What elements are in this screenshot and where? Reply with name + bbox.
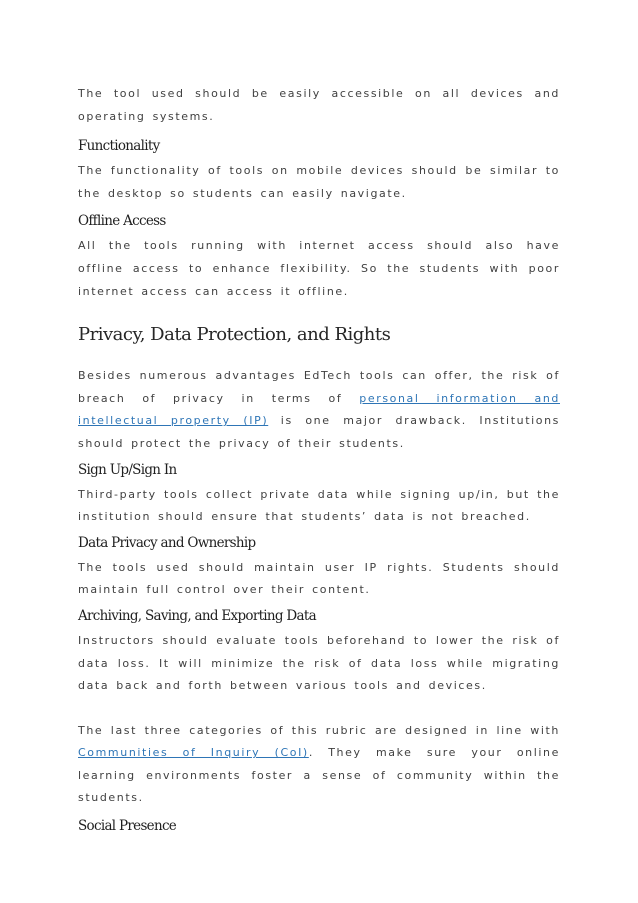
functionality-paragraph: The functionality of tools on mobile devices should be similar to the desktop so students can easily navigate. bbox=[78, 164, 560, 200]
rubric-categories-paragraph bbox=[78, 720, 560, 810]
offline-access-paragraph: All the tools running with internet access should also have offline access to enhance flexibility. So the students with poor internet access can access it offline. bbox=[78, 239, 560, 298]
offline-access-heading: Offline Access bbox=[78, 213, 166, 230]
personal-information-ip-link[interactable]: personal information and intellectual property (IP) bbox=[78, 391, 560, 428]
functionality-heading: Functionality bbox=[78, 138, 160, 155]
privacy-section-heading: Privacy, Data Protection, and Rights bbox=[78, 324, 391, 346]
archiving-heading: Archiving, Saving, and Exporting Data bbox=[78, 607, 316, 624]
document-page bbox=[78, 83, 560, 836]
data-privacy-paragraph: The tools used should maintain user IP rights. Students should maintain full control over their content. bbox=[78, 560, 560, 597]
rubric-text-after: . They make sure your online learning environments foster a sense of community within the students. bbox=[78, 746, 560, 805]
communities-of-inquiry-link[interactable]: Communities of Inquiry (CoI) bbox=[78, 746, 309, 760]
signup-signin-paragraph: Third-party tools collect private data while signing up/in, but the institution should ensure that students’ data is not breached. bbox=[78, 487, 560, 524]
privacy-text-before: Besides numerous advantages EdTech tools can offer, the risk of breach of privacy in terms of bbox=[78, 369, 560, 405]
privacy-text-after: is one major drawback. Institutions should protect the privacy of their students. bbox=[78, 414, 560, 450]
data-privacy-heading: Data Privacy and Ownership bbox=[78, 534, 256, 551]
archiving-paragraph: Instructors should evaluate tools beforehand to lower the risk of data loss. It will minimize the risk of data loss while migrating data back and forth between various tools and devices. bbox=[78, 633, 560, 693]
privacy-paragraph bbox=[78, 365, 560, 455]
accessibility-paragraph: The tool used should be easily accessible on all devices and operating systems. bbox=[78, 87, 560, 123]
social-presence-heading: Social Presence bbox=[78, 818, 177, 835]
rubric-text-before: The last three categories of this rubric are designed in line with bbox=[78, 723, 560, 737]
signup-signin-heading: Sign Up/Sign In bbox=[78, 461, 177, 478]
